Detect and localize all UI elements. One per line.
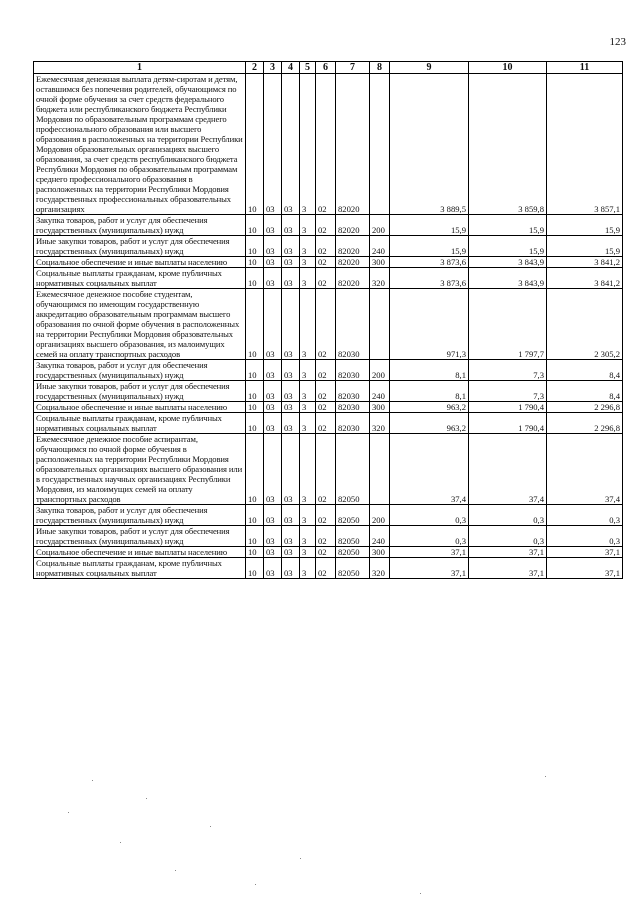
cell-direction: 82050: [336, 505, 370, 526]
cell-subprogram: 3: [300, 505, 316, 526]
cell-subprogram: 3: [300, 402, 316, 413]
cell-program: 03: [282, 402, 300, 413]
cell-amount-col10: 1 790,4: [469, 413, 547, 434]
cell-program: 03: [282, 547, 300, 558]
cell-main-activity: 02: [316, 558, 336, 579]
cell-description: Закупка товаров, работ и услуг для обеспечения государственных (муниципальных) нужд: [34, 215, 246, 236]
cell-expense-type: 300: [370, 257, 390, 268]
cell-main-activity: 02: [316, 547, 336, 558]
table-row: [34, 402, 623, 413]
cell-subprogram: 3: [300, 74, 316, 215]
cell-subsection: 03: [264, 74, 282, 215]
cell-direction: 82020: [336, 215, 370, 236]
table-row: [34, 505, 623, 526]
cell-amount-col11: 8,4: [547, 381, 623, 402]
cell-expense-type: 200: [370, 215, 390, 236]
cell-subprogram: 3: [300, 381, 316, 402]
cell-amount-col9: 8,1: [390, 360, 469, 381]
cell-direction: 82030: [336, 360, 370, 381]
cell-subsection: 03: [264, 381, 282, 402]
cell-amount-col10: 3 843,9: [469, 257, 547, 268]
cell-expense-type: 300: [370, 402, 390, 413]
cell-amount-col10: 3 843,9: [469, 268, 547, 289]
table-row: [34, 413, 623, 434]
cell-program: 03: [282, 257, 300, 268]
cell-description: Ежемесячная денежная выплата детям-сиротам и детям, оставшимся без попечения родителей, обучающимся по очной форме обучения за счет средств федерального бюджета или республиканского бюджета Республики Мордовия по образовательным программам среднего профессионального образования или высшего образования в расположенных на территории Республики Мордовия образовательных организациях высшего образования, за счет средств республиканского бюджета Республики Мордовия по образовательным программам среднего профессионального образования в расположенных на территории Республики Мордовия государственных профессиональных образовательных организациях: [34, 74, 246, 215]
cell-description: Социальное обеспечение и иные выплаты населению: [34, 402, 246, 413]
cell-amount-col9: 37,1: [390, 558, 469, 579]
cell-direction: 82030: [336, 413, 370, 434]
cell-main-activity: 02: [316, 434, 336, 505]
cell-program: 03: [282, 215, 300, 236]
cell-amount-col9: 8,1: [390, 381, 469, 402]
cell-amount-col9: 37,4: [390, 434, 469, 505]
cell-amount-col11: 0,3: [547, 526, 623, 547]
cell-subsection: 03: [264, 289, 282, 360]
table-row: [34, 289, 623, 360]
cell-main-activity: 02: [316, 236, 336, 257]
cell-amount-col9: 3 873,6: [390, 268, 469, 289]
cell-amount-col10: 15,9: [469, 215, 547, 236]
cell-program: 03: [282, 289, 300, 360]
cell-subsection: 03: [264, 257, 282, 268]
table-row: [34, 257, 623, 268]
cell-amount-col9: 0,3: [390, 505, 469, 526]
cell-direction: 82030: [336, 402, 370, 413]
cell-direction: 82050: [336, 547, 370, 558]
cell-amount-col10: 3 859,8: [469, 74, 547, 215]
cell-main-activity: 02: [316, 505, 336, 526]
cell-direction: 82020: [336, 74, 370, 215]
cell-main-activity: 02: [316, 381, 336, 402]
cell-amount-col10: 37,4: [469, 434, 547, 505]
cell-amount-col11: 3 841,2: [547, 257, 623, 268]
cell-main-activity: 02: [316, 268, 336, 289]
cell-main-activity: 02: [316, 289, 336, 360]
cell-expense-type: [370, 289, 390, 360]
cell-section: 10: [246, 236, 264, 257]
cell-subsection: 03: [264, 402, 282, 413]
col-header-4: 4: [282, 62, 300, 74]
cell-subprogram: 3: [300, 547, 316, 558]
cell-program: 03: [282, 434, 300, 505]
cell-amount-col10: 1 797,7: [469, 289, 547, 360]
cell-section: 10: [246, 289, 264, 360]
col-header-6: 6: [316, 62, 336, 74]
cell-subprogram: 3: [300, 215, 316, 236]
cell-amount-col11: 0,3: [547, 505, 623, 526]
cell-main-activity: 02: [316, 74, 336, 215]
cell-amount-col9: 0,3: [390, 526, 469, 547]
cell-expense-type: 240: [370, 526, 390, 547]
cell-amount-col9: 3 873,6: [390, 257, 469, 268]
cell-section: 10: [246, 547, 264, 558]
table-row: [34, 558, 623, 579]
cell-expense-type: 200: [370, 360, 390, 381]
col-header-9: 9: [390, 62, 469, 74]
cell-subsection: 03: [264, 526, 282, 547]
cell-subsection: 03: [264, 360, 282, 381]
col-header-10: 10: [469, 62, 547, 74]
cell-description: Иные закупки товаров, работ и услуг для обеспечения государственных (муниципальных) нужд: [34, 236, 246, 257]
cell-expense-type: [370, 434, 390, 505]
cell-program: 03: [282, 74, 300, 215]
page-number: 123: [609, 36, 626, 48]
cell-expense-type: 320: [370, 268, 390, 289]
cell-description: Социальное обеспечение и иные выплаты населению: [34, 547, 246, 558]
cell-program: 03: [282, 360, 300, 381]
cell-expense-type: 240: [370, 381, 390, 402]
cell-amount-col10: 15,9: [469, 236, 547, 257]
cell-section: 10: [246, 434, 264, 505]
table-row: [34, 547, 623, 558]
table-row: [34, 74, 623, 215]
cell-expense-type: 240: [370, 236, 390, 257]
cell-subprogram: 3: [300, 268, 316, 289]
cell-program: 03: [282, 413, 300, 434]
cell-amount-col11: 2 305,2: [547, 289, 623, 360]
cell-description: Социальные выплаты гражданам, кроме публичных нормативных социальных выплат: [34, 268, 246, 289]
cell-subprogram: 3: [300, 526, 316, 547]
cell-description: Социальные выплаты гражданам, кроме публичных нормативных социальных выплат: [34, 558, 246, 579]
cell-section: 10: [246, 526, 264, 547]
cell-subsection: 03: [264, 413, 282, 434]
table-row: [34, 434, 623, 505]
cell-subsection: 03: [264, 236, 282, 257]
budget-table: [33, 61, 623, 579]
cell-direction: 82020: [336, 268, 370, 289]
cell-amount-col11: 2 296,8: [547, 402, 623, 413]
cell-program: 03: [282, 381, 300, 402]
cell-program: 03: [282, 558, 300, 579]
table-row: [34, 268, 623, 289]
table-row: [34, 236, 623, 257]
cell-section: 10: [246, 505, 264, 526]
table-row: [34, 215, 623, 236]
cell-amount-col10: 37,1: [469, 547, 547, 558]
cell-description: Социальное обеспечение и иные выплаты населению: [34, 257, 246, 268]
cell-subsection: 03: [264, 268, 282, 289]
table-header-row: [34, 62, 623, 74]
cell-amount-col10: 0,3: [469, 526, 547, 547]
col-header-1: 1: [34, 62, 246, 74]
col-header-8: 8: [370, 62, 390, 74]
cell-direction: 82050: [336, 434, 370, 505]
cell-description: Ежемесячное денежное пособие аспирантам, обучающимся по очной форме обучения в расположенных на территории Республики Мордовия образовательных организациях высшего образования или в государственных научных организациях Республики Мордовия, из малоимущих семей на оплату транспортных расходов: [34, 434, 246, 505]
cell-amount-col10: 1 790,4: [469, 402, 547, 413]
cell-main-activity: 02: [316, 360, 336, 381]
cell-subprogram: 3: [300, 360, 316, 381]
cell-amount-col9: 15,9: [390, 236, 469, 257]
cell-amount-col11: 2 296,8: [547, 413, 623, 434]
cell-expense-type: 320: [370, 558, 390, 579]
table-row: [34, 360, 623, 381]
cell-amount-col10: 37,1: [469, 558, 547, 579]
cell-amount-col9: 37,1: [390, 547, 469, 558]
cell-subprogram: 3: [300, 434, 316, 505]
cell-expense-type: [370, 74, 390, 215]
col-header-11: 11: [547, 62, 623, 74]
cell-amount-col9: 3 889,5: [390, 74, 469, 215]
cell-expense-type: 320: [370, 413, 390, 434]
cell-subprogram: 3: [300, 236, 316, 257]
cell-subsection: 03: [264, 505, 282, 526]
cell-section: 10: [246, 381, 264, 402]
cell-direction: 82030: [336, 381, 370, 402]
cell-section: 10: [246, 558, 264, 579]
cell-amount-col10: 0,3: [469, 505, 547, 526]
cell-description: Закупка товаров, работ и услуг для обеспечения государственных (муниципальных) нужд: [34, 360, 246, 381]
cell-direction: 82020: [336, 257, 370, 268]
cell-amount-col11: 15,9: [547, 215, 623, 236]
cell-expense-type: 300: [370, 547, 390, 558]
cell-subsection: 03: [264, 215, 282, 236]
cell-subprogram: 3: [300, 257, 316, 268]
cell-direction: 82050: [336, 526, 370, 547]
col-header-7: 7: [336, 62, 370, 74]
col-header-3: 3: [264, 62, 282, 74]
cell-subprogram: 3: [300, 413, 316, 434]
cell-subsection: 03: [264, 558, 282, 579]
cell-amount-col11: 3 841,2: [547, 268, 623, 289]
cell-program: 03: [282, 236, 300, 257]
cell-amount-col11: 8,4: [547, 360, 623, 381]
cell-description: Закупка товаров, работ и услуг для обеспечения государственных (муниципальных) нужд: [34, 505, 246, 526]
cell-amount-col10: 7,3: [469, 381, 547, 402]
col-header-5: 5: [300, 62, 316, 74]
cell-description: Социальные выплаты гражданам, кроме публичных нормативных социальных выплат: [34, 413, 246, 434]
cell-program: 03: [282, 505, 300, 526]
cell-main-activity: 02: [316, 215, 336, 236]
cell-main-activity: 02: [316, 413, 336, 434]
cell-direction: 82050: [336, 558, 370, 579]
cell-section: 10: [246, 360, 264, 381]
cell-section: 10: [246, 268, 264, 289]
table-row: [34, 526, 623, 547]
cell-amount-col11: 37,1: [547, 558, 623, 579]
table-row: [34, 381, 623, 402]
cell-subsection: 03: [264, 547, 282, 558]
cell-section: 10: [246, 413, 264, 434]
cell-description: Иные закупки товаров, работ и услуг для обеспечения государственных (муниципальных) нужд: [34, 526, 246, 547]
cell-amount-col11: 15,9: [547, 236, 623, 257]
cell-subprogram: 3: [300, 289, 316, 360]
cell-amount-col9: 963,2: [390, 402, 469, 413]
cell-amount-col10: 7,3: [469, 360, 547, 381]
cell-program: 03: [282, 526, 300, 547]
cell-program: 03: [282, 268, 300, 289]
cell-amount-col9: 971,3: [390, 289, 469, 360]
cell-main-activity: 02: [316, 526, 336, 547]
cell-main-activity: 02: [316, 257, 336, 268]
cell-section: 10: [246, 74, 264, 215]
cell-amount-col11: 37,1: [547, 547, 623, 558]
cell-expense-type: 200: [370, 505, 390, 526]
cell-direction: 82020: [336, 236, 370, 257]
cell-amount-col11: 37,4: [547, 434, 623, 505]
cell-section: 10: [246, 215, 264, 236]
cell-amount-col11: 3 857,1: [547, 74, 623, 215]
cell-description: Иные закупки товаров, работ и услуг для обеспечения государственных (муниципальных) нужд: [34, 381, 246, 402]
cell-section: 10: [246, 402, 264, 413]
cell-direction: 82030: [336, 289, 370, 360]
cell-amount-col9: 15,9: [390, 215, 469, 236]
cell-subprogram: 3: [300, 558, 316, 579]
cell-amount-col9: 963,2: [390, 413, 469, 434]
cell-description: Ежемесячное денежное пособие студентам, обучающимся по имеющим государственную аккредитацию образовательным программам высшего образования по очной форме обучения в расположенных на территории Республики Мордовия образовательных организациях высшего образования, из малоимущих семей на оплату транспортных расходов: [34, 289, 246, 360]
cell-subsection: 03: [264, 434, 282, 505]
cell-section: 10: [246, 257, 264, 268]
col-header-2: 2: [246, 62, 264, 74]
cell-main-activity: 02: [316, 402, 336, 413]
